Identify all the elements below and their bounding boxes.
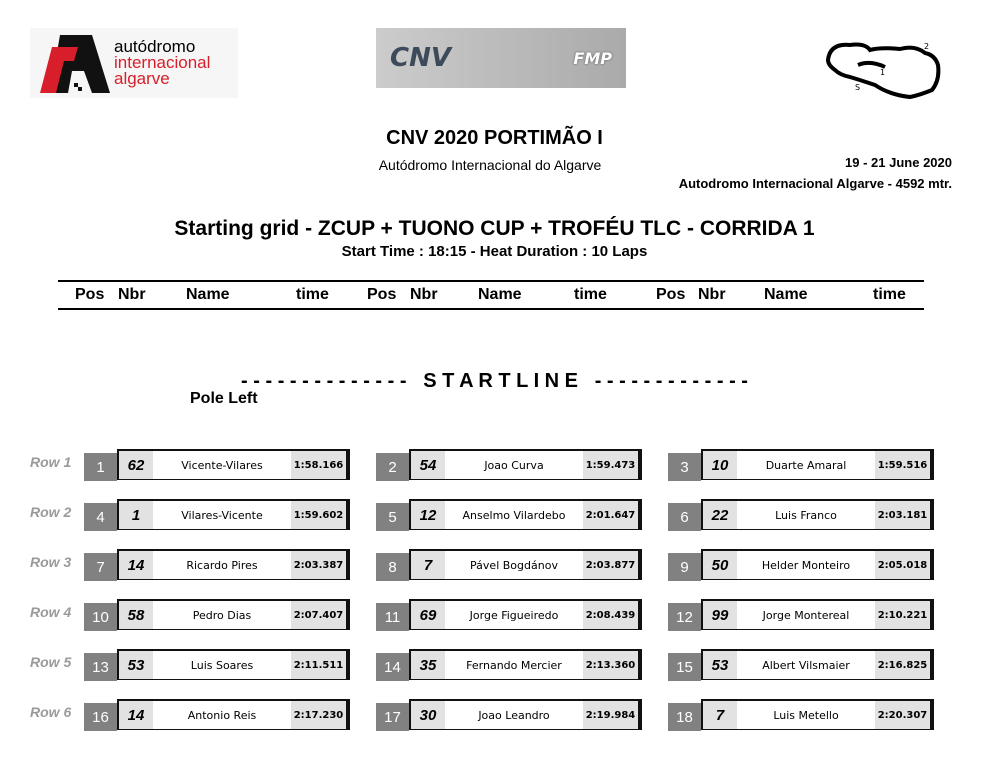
circuit-info: Autodromo Internacional Algarve - 4592 mtr.: [678, 176, 952, 191]
rider-box: [117, 449, 350, 480]
row-label: Row 1: [30, 454, 72, 470]
grid-position: 16: [84, 703, 117, 731]
rider-name: Anselmo Vilardebo: [445, 501, 583, 529]
qualifying-time: 2:01.647: [583, 501, 638, 529]
cnv-fmp-logo: [376, 28, 626, 88]
header-name: Name: [764, 286, 808, 303]
qualifying-time: 2:05.018: [875, 551, 930, 579]
grid-position: 14: [376, 653, 409, 681]
track-start-marker: S: [855, 83, 861, 92]
rider-box: [409, 649, 642, 680]
rider-number: 12: [411, 501, 445, 529]
grid-slot: [84, 549, 354, 581]
qualifying-time: 2:03.877: [583, 551, 638, 579]
rider-box: [701, 649, 934, 680]
grid-slot: [668, 649, 938, 681]
rider-number: 54: [411, 451, 445, 479]
qualifying-time: 2:13.360: [583, 651, 638, 679]
qualifying-time: 2:08.439: [583, 601, 638, 629]
rider-name: Helder Monteiro: [737, 551, 875, 579]
rider-number: 14: [119, 551, 153, 579]
rider-box: [409, 549, 642, 580]
header-time: time: [873, 286, 906, 303]
track-marker-1: 1: [880, 68, 886, 77]
grid-position: 1: [84, 453, 117, 481]
rider-name: Vilares-Vicente: [153, 501, 291, 529]
grid-slot: [668, 499, 938, 531]
rider-box: [701, 699, 934, 730]
rider-box: [117, 499, 350, 530]
session-title: Starting grid - ZCUP + TUONO CUP + TROFÉU TLC - CORRIDA 1: [174, 217, 815, 240]
rider-box: [701, 449, 934, 480]
grid-position: 17: [376, 703, 409, 731]
rider-box: [701, 599, 934, 630]
header-pos: Pos: [656, 286, 686, 303]
logo-text-1: autódromo: [114, 37, 196, 56]
grid-slot: [376, 549, 646, 581]
rider-name: Luis Franco: [737, 501, 875, 529]
grid-position: 3: [668, 453, 701, 481]
grid-slot: [84, 499, 354, 531]
qualifying-time: 2:11.511: [291, 651, 346, 679]
session-subtitle: Start Time : 18:15 - Heat Duration : 10 Laps: [341, 243, 648, 260]
grid-slot: [668, 549, 938, 581]
grid-slot: [668, 699, 938, 731]
rider-number: 69: [411, 601, 445, 629]
qualifying-time: 2:03.387: [291, 551, 346, 579]
rider-number: 58: [119, 601, 153, 629]
rider-number: 62: [119, 451, 153, 479]
rider-number: 1: [119, 501, 153, 529]
rider-box: [701, 549, 934, 580]
cnv-logo-text: CNV: [390, 43, 451, 73]
grid-position: 2: [376, 453, 409, 481]
rider-box: [117, 549, 350, 580]
rider-box: [409, 449, 642, 480]
event-dates: 19 - 21 June 2020: [845, 155, 952, 170]
track-marker-2: 2: [924, 42, 930, 51]
rider-number: 35: [411, 651, 445, 679]
rider-name: Luis Soares: [153, 651, 291, 679]
rider-name: Albert Vilsmaier: [737, 651, 875, 679]
grid-slot: [668, 599, 938, 631]
rider-name: Luis Metello: [737, 701, 875, 729]
event-title: CNV 2020 PORTIMÃO I: [386, 127, 603, 149]
grid-slot: [668, 449, 938, 481]
rider-box: [117, 599, 350, 630]
rider-name: Fernando Mercier: [445, 651, 583, 679]
startline-label: - - - - - - - - - - - - - - S T A R T L I N E - - - - - - - - - - - - -: [241, 370, 748, 392]
grid-position: 18: [668, 703, 701, 731]
grid-slot: [376, 649, 646, 681]
grid-position: 15: [668, 653, 701, 681]
rider-name: Joao Curva: [445, 451, 583, 479]
rider-number: 53: [119, 651, 153, 679]
rider-number: 53: [703, 651, 737, 679]
row-label: Row 3: [30, 554, 72, 570]
rider-box: [409, 699, 642, 730]
rider-box: [701, 499, 934, 530]
qualifying-time: 1:59.516: [875, 451, 930, 479]
column-header: [58, 280, 924, 310]
qualifying-time: 2:16.825: [875, 651, 930, 679]
rider-number: 22: [703, 501, 737, 529]
qualifying-time: 1:59.473: [583, 451, 638, 479]
event-venue: Autódromo Internacional do Algarve: [378, 157, 602, 173]
rider-box: [409, 599, 642, 630]
logo-text-3: algarve: [114, 69, 170, 88]
grid-position: 12: [668, 603, 701, 631]
grid-position: 6: [668, 503, 701, 531]
grid-position: 10: [84, 603, 117, 631]
grid-position: 8: [376, 553, 409, 581]
rider-number: 30: [411, 701, 445, 729]
qualifying-time: 1:59.602: [291, 501, 346, 529]
rider-name: Vicente-Vilares: [153, 451, 291, 479]
header-name: Name: [478, 286, 522, 303]
grid-slot: [376, 449, 646, 481]
rider-name: Pedro Dias: [153, 601, 291, 629]
autodromo-mark-icon: [34, 31, 114, 95]
rider-name: Antonio Reis: [153, 701, 291, 729]
header-nbr: Nbr: [698, 286, 726, 303]
autodromo-logo: [30, 28, 238, 98]
rider-name: Jorge Figueiredo: [445, 601, 583, 629]
row-label: Row 6: [30, 704, 72, 720]
header-nbr: Nbr: [118, 286, 146, 303]
rider-name: Ricardo Pires: [153, 551, 291, 579]
rider-name: Pável Bogdánov: [445, 551, 583, 579]
rider-box: [117, 699, 350, 730]
track-map-icon: [820, 35, 960, 105]
rider-box: [409, 499, 642, 530]
header-pos: Pos: [75, 286, 105, 303]
qualifying-time: 2:17.230: [291, 701, 346, 729]
qualifying-time: 1:58.166: [291, 451, 346, 479]
row-label: Row 2: [30, 504, 72, 520]
grid-position: 11: [376, 603, 409, 631]
rider-number: 14: [119, 701, 153, 729]
grid-position: 13: [84, 653, 117, 681]
grid-position: 7: [84, 553, 117, 581]
grid-slot: [376, 699, 646, 731]
header-time: time: [296, 286, 329, 303]
grid-slot: [84, 699, 354, 731]
rider-number: 10: [703, 451, 737, 479]
rider-number: 99: [703, 601, 737, 629]
rider-number: 7: [411, 551, 445, 579]
header-time: time: [574, 286, 607, 303]
qualifying-time: 2:03.181: [875, 501, 930, 529]
qualifying-time: 2:20.307: [875, 701, 930, 729]
grid-position: 5: [376, 503, 409, 531]
grid-slot: [376, 499, 646, 531]
grid-position: 4: [84, 503, 117, 531]
row-label: Row 4: [30, 604, 72, 620]
pole-side-label: Pole Left: [190, 390, 258, 407]
qualifying-time: 2:19.984: [583, 701, 638, 729]
qualifying-time: 2:10.221: [875, 601, 930, 629]
logo-text-2: internacional: [114, 53, 211, 72]
header-nbr: Nbr: [410, 286, 438, 303]
header-name: Name: [186, 286, 230, 303]
rider-name: Jorge Montereal: [737, 601, 875, 629]
rider-number: 50: [703, 551, 737, 579]
grid-slot: [376, 599, 646, 631]
header-pos: Pos: [367, 286, 397, 303]
rider-number: 7: [703, 701, 737, 729]
grid-slot: [84, 449, 354, 481]
rider-name: Joao Leandro: [445, 701, 583, 729]
grid-slot: [84, 649, 354, 681]
grid-slot: [84, 599, 354, 631]
qualifying-time: 2:07.407: [291, 601, 346, 629]
rider-name: Duarte Amaral: [737, 451, 875, 479]
grid-position: 9: [668, 553, 701, 581]
fmp-logo-text: FMP: [573, 48, 612, 68]
row-label: Row 5: [30, 654, 72, 670]
rider-box: [117, 649, 350, 680]
